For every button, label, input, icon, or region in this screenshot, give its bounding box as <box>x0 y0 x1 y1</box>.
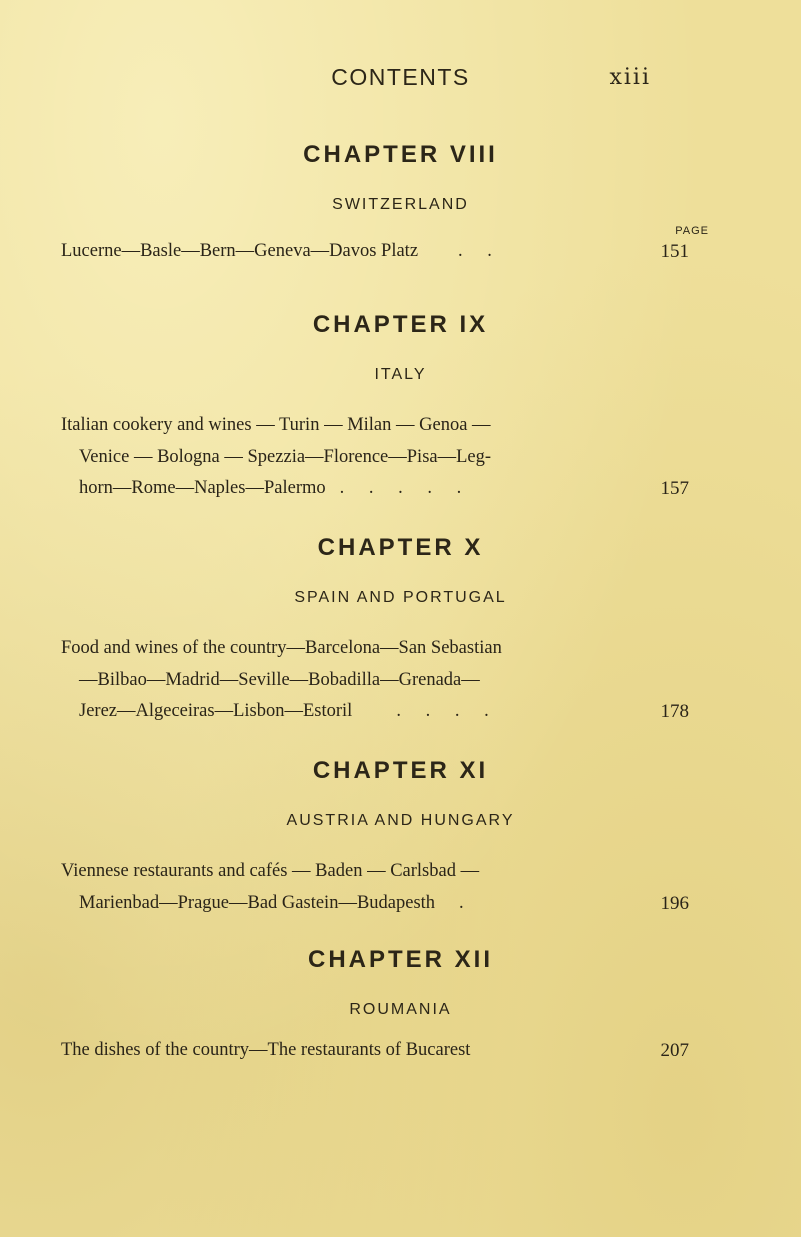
entry-page-number: 196 <box>660 892 689 914</box>
chapter-subtitle: ROUMANIA <box>349 1001 452 1018</box>
chapter-heading: CHAPTER VIII <box>303 141 498 168</box>
chapter-heading: CHAPTER XI <box>312 757 489 784</box>
entry-page-number: 207 <box>660 1040 689 1061</box>
entry-line: —Bilbao—Madrid—Seville—Bobadilla—Grenada— <box>79 669 480 690</box>
entry-text: Jerez—Algeceiras—Lisbon—Estoril <box>79 701 353 721</box>
entry-page-number: 178 <box>660 701 689 722</box>
toc-entry <box>61 410 689 505</box>
chapter-subtitle: SPAIN AND PORTUGAL <box>294 589 507 606</box>
entry-line <box>61 236 621 268</box>
chapter-subtitle: SWITZERLAND <box>332 196 469 213</box>
page-column-label: PAGE <box>675 225 709 237</box>
chapter-ix <box>0 310 801 505</box>
chapter-heading: CHAPTER IX <box>312 311 489 338</box>
chapter-xii <box>0 945 801 1067</box>
entry-line <box>61 696 621 728</box>
running-title: CONTENTS <box>331 64 470 90</box>
leader-dots: . <box>459 892 474 913</box>
entry-page-number: 157 <box>660 478 689 499</box>
chapter-heading: CHAPTER X <box>317 534 484 561</box>
entry-line: Viennese restaurants and cafés — Baden — Carlsbad — <box>61 861 480 881</box>
chapter-heading: CHAPTER XII <box>307 946 493 973</box>
toc-entry <box>61 1035 689 1067</box>
entry-text: Lucerne—Basle—Bern—Geneva—Davos Platz <box>61 241 419 261</box>
entry-line: Italian cookery and wines — Turin — Milan — Genoa — <box>61 415 491 435</box>
entry-line: Venice — Bologna — Spezzia—Florence—Pisa—Leg- <box>79 446 492 467</box>
entry-text: horn—Rome—Naples—Palermo <box>79 478 326 498</box>
chapter-x <box>0 533 801 728</box>
toc-entry <box>61 856 689 919</box>
chapter-subtitle: ITALY <box>374 366 427 383</box>
leader-dots: . . . . <box>396 701 499 721</box>
chapter-xi <box>0 756 801 919</box>
running-page-number: xiii <box>609 65 651 90</box>
entry-line: Food and wines of the country—Barcelona—San Sebastian <box>61 638 502 658</box>
leader-dots: . . <box>458 241 502 261</box>
entry-text: Marienbad—Prague—Bad Gastein—Budapesth <box>79 892 436 913</box>
entry-line <box>61 473 621 505</box>
running-head <box>0 64 801 94</box>
chapter-subtitle: AUSTRIA AND HUNGARY <box>286 812 515 829</box>
chapter-viii <box>0 140 801 216</box>
chapter-viii-entry <box>0 236 801 268</box>
toc-entry <box>61 236 689 268</box>
leader-dots: . . . . . <box>339 478 472 498</box>
entry-line <box>61 888 621 920</box>
toc-entry <box>61 633 689 728</box>
entry-line: The dishes of the country—The restaurants of Bucarest <box>61 1040 471 1060</box>
entry-page-number: 151 <box>660 241 689 262</box>
